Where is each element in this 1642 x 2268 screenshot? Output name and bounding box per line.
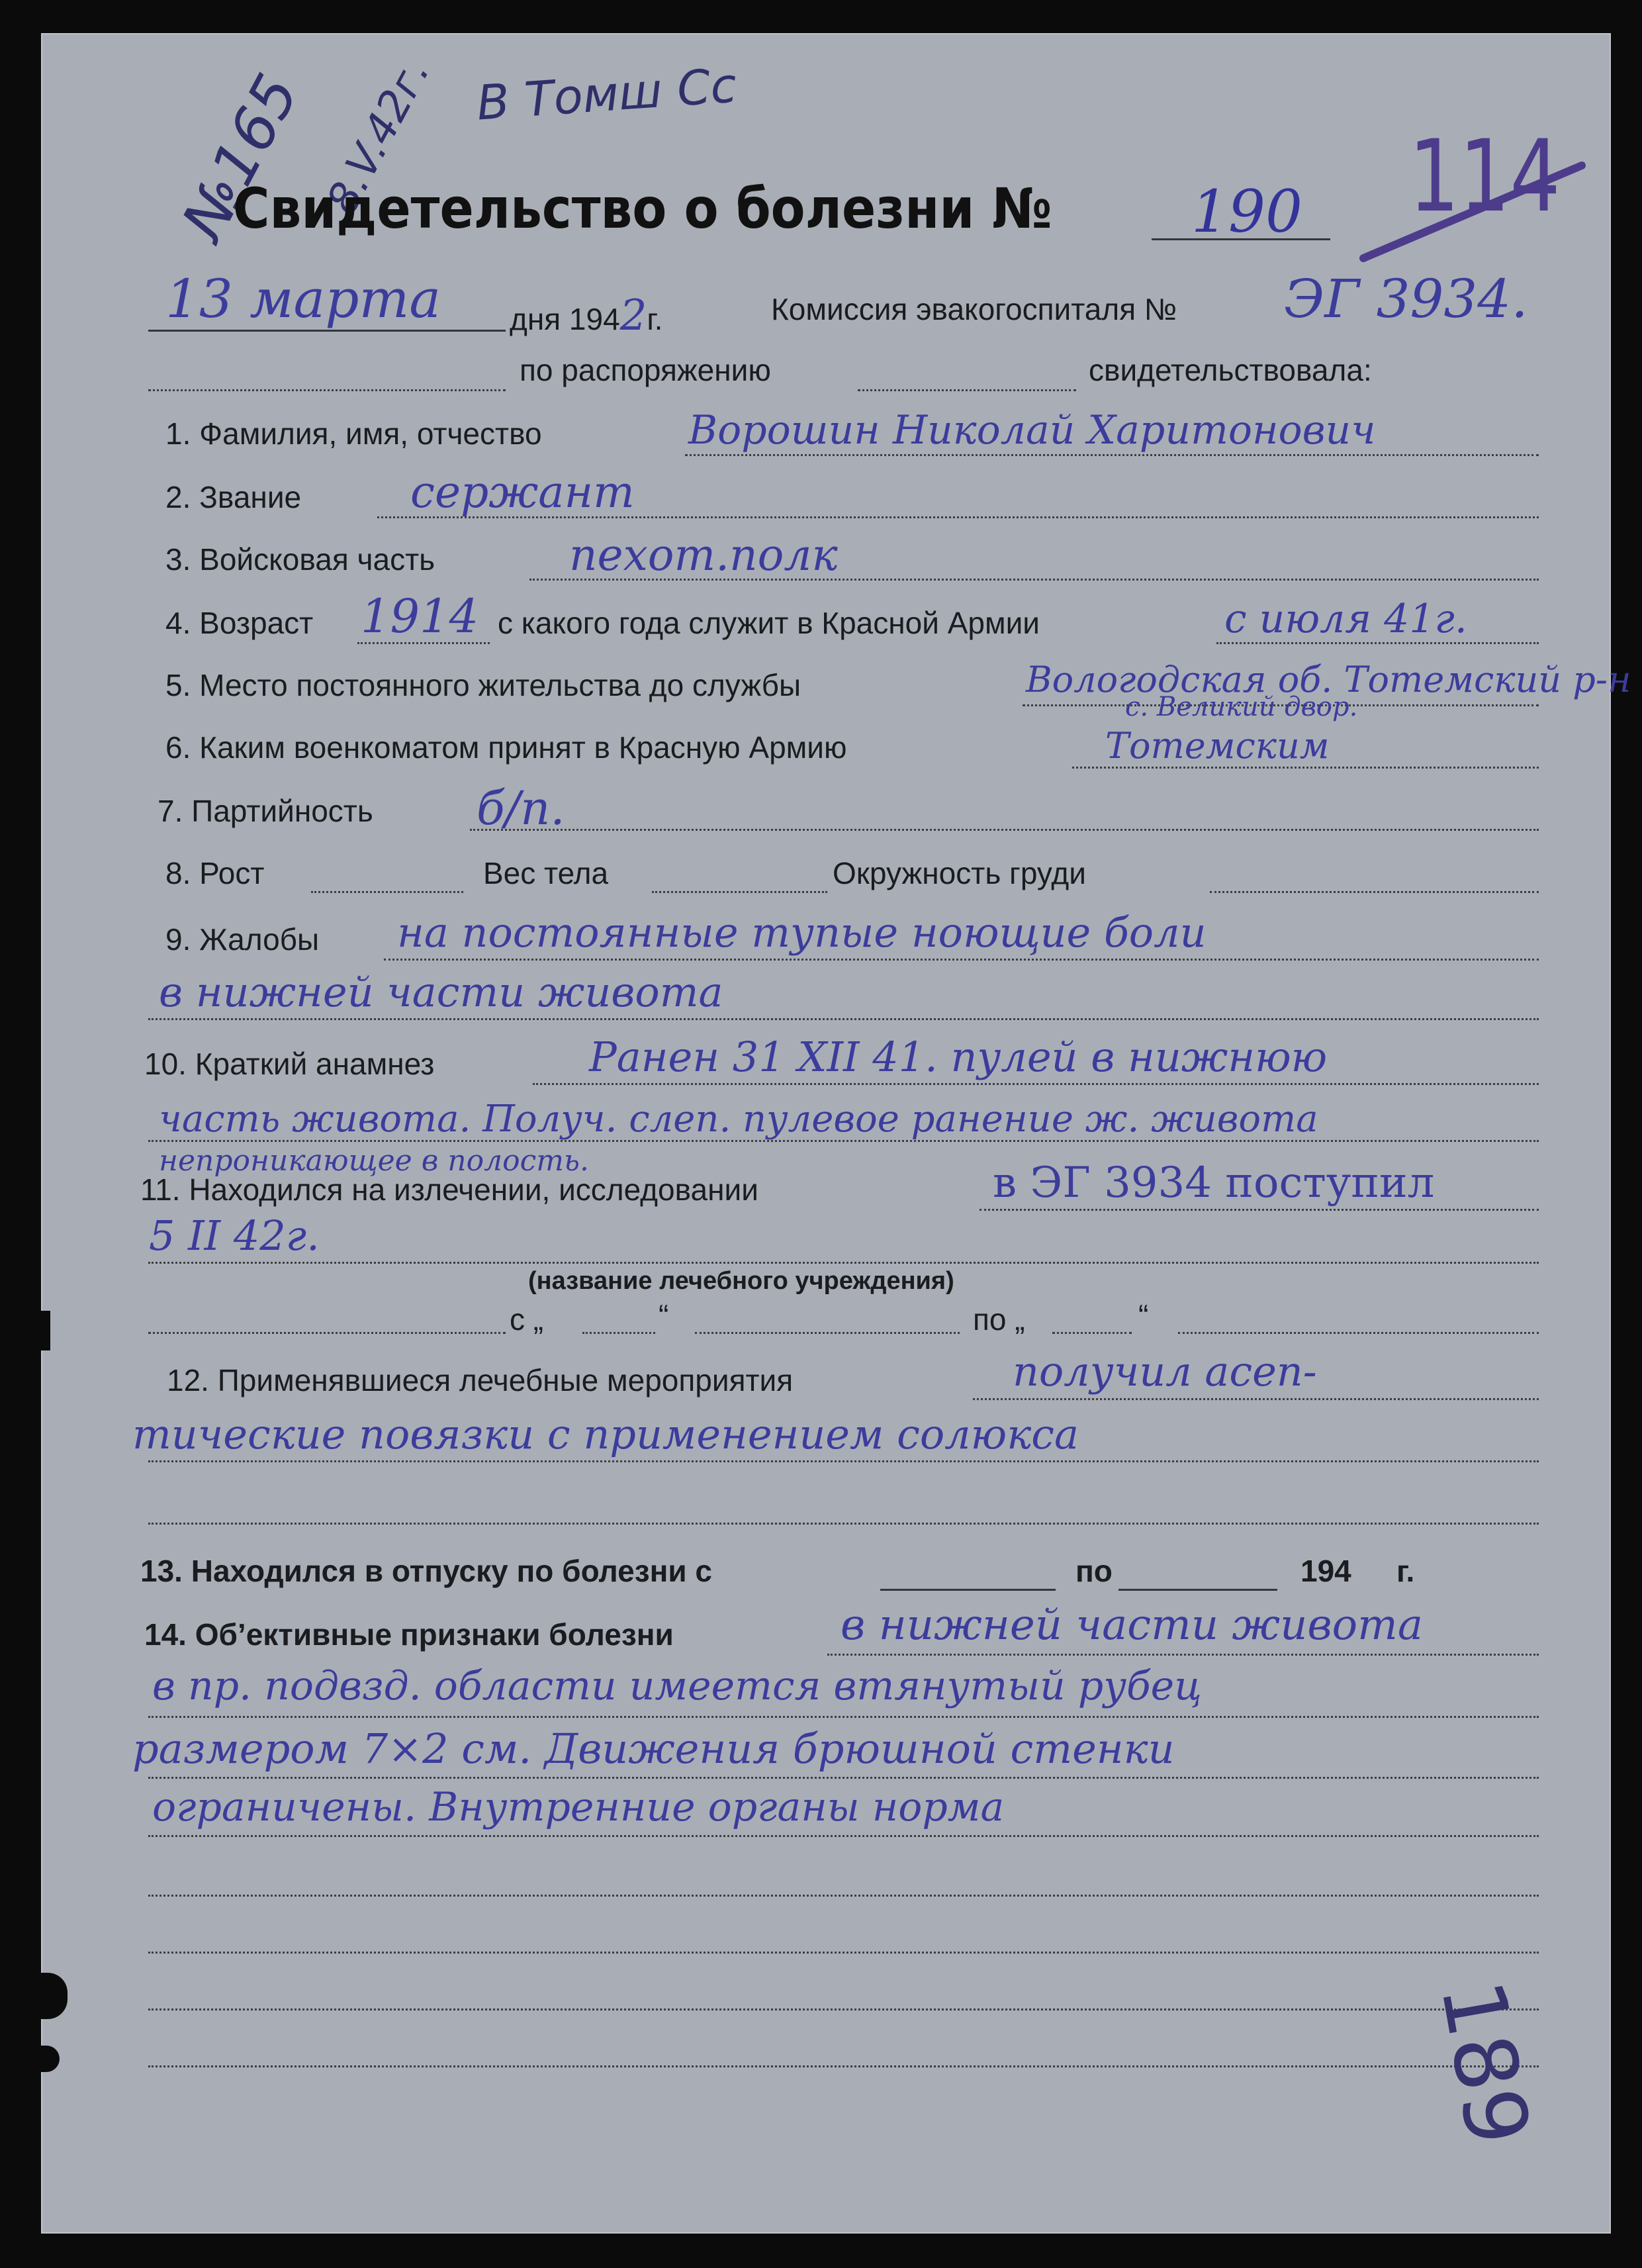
hospital-number: ЭГ 3934. [1284, 268, 1528, 330]
text-day: дня 194 [510, 302, 620, 336]
field-11-from-month-line [695, 1332, 960, 1334]
torn-edge [41, 1311, 50, 1350]
field-14-line-3 [148, 1777, 1539, 1779]
field-1-label: 1. Фамилия, имя, отчество [165, 416, 542, 451]
field-14-value-3: размером 7×2 см. Движения брюшной стенки [132, 1725, 1175, 1773]
field-3-label: 3. Войсковая часть [165, 542, 435, 577]
field-1-value: Ворошин Николай Харитонович [688, 407, 1376, 453]
field-3-value: пехот.полк [569, 530, 838, 581]
field-8-weight-line [652, 891, 827, 893]
field-4-label-2: с какого года служит в Красной Армии [498, 606, 1040, 640]
field-4-label: 4. Возраст [165, 606, 314, 640]
page-title [233, 176, 1052, 241]
date-handwritten: 13 марта [165, 268, 441, 330]
field-14-line-6 [148, 1952, 1539, 1954]
field-14-label: 14. Об’ективные признаки болезни [144, 1617, 674, 1652]
title-text: Свидетельство о болезни № [233, 176, 1052, 241]
field-7-label: 7. Партийность [158, 794, 373, 828]
field-13-from-line [880, 1589, 1056, 1591]
field-11-value-2: 5 II 42г. [149, 1211, 320, 1260]
field-9-value-2: в нижней части живота [159, 968, 723, 1016]
field-2-label: 2. Звание [165, 480, 302, 514]
field-10-line [533, 1083, 1539, 1085]
field-4-value-2: с июля 41г. [1224, 596, 1467, 642]
field-14-value-1: в нижней части живота [841, 1601, 1423, 1650]
field-8-label-weight: Вес тела [483, 856, 609, 890]
field-14-line-8 [148, 2065, 1539, 2067]
field-14-line-4 [148, 1835, 1539, 1837]
field-8-height-line [311, 891, 463, 893]
field-11-from: с „ [510, 1302, 544, 1337]
field-9-line-2 [148, 1018, 1539, 1020]
field-11-line-2 [148, 1262, 1539, 1264]
field-9-value-1: на постоянные тупые ноющие боли [397, 908, 1207, 957]
order-line-right [858, 389, 1076, 391]
field-11-quote-2: “ [1138, 1298, 1149, 1333]
field-10-value-1: Ранен 31 XII 41. пулей в нижнюю [589, 1033, 1328, 1081]
field-12-line [973, 1398, 1539, 1400]
side-number: 114 [1408, 119, 1561, 234]
field-11-label: 11. Находился на излечении, исследовании [140, 1172, 758, 1207]
field-12-value-2: тические повязки с применением солюкса [132, 1410, 1079, 1458]
field-12-line-3 [148, 1523, 1539, 1525]
field-8-chest-line [1210, 891, 1539, 893]
field-2-value: сержант [410, 467, 635, 518]
field-7-value: б/п. [477, 781, 565, 835]
field-14-line-7 [148, 2008, 1539, 2010]
field-9-line [384, 959, 1539, 961]
field-14-line-2 [148, 1716, 1539, 1718]
field-12-line-2 [148, 1460, 1539, 1462]
year-digit: 2 [619, 291, 647, 340]
field-11-to: по „ [973, 1302, 1025, 1337]
text-day-year [510, 291, 662, 340]
field-13-label: 13. Находился в отпуску по болезни с [140, 1554, 713, 1588]
field-4-value: 1914 [361, 589, 479, 643]
field-5-value: Вологодская об. Тотемский р-н [1026, 659, 1631, 700]
field-14-line [827, 1654, 1539, 1656]
field-11-from-day-line [582, 1332, 655, 1334]
field-11-to-month-line [1178, 1332, 1539, 1334]
field-11-value-1: в ЭГ 3934 поступил [993, 1158, 1435, 1207]
field-8-label-chest: Окружность груди [833, 856, 1086, 890]
certificate-number: 190 [1191, 177, 1302, 246]
field-4-line-2 [1216, 642, 1539, 644]
field-6-label: 6. Каким военкоматом принят в Красную Армию [165, 730, 847, 765]
field-11-caption: (название лечебного учреждения) [528, 1267, 954, 1295]
field-11-to-day-line [1052, 1332, 1132, 1334]
field-14-value-2: в пр. подвзд. области имеется втянутый рубец [152, 1663, 1202, 1709]
field-5-label: 5. Место постоянного жительства до службы [165, 668, 801, 702]
field-9-label: 9. Жалобы [165, 922, 320, 957]
text-certified: свидетельствовала: [1089, 353, 1372, 387]
field-11-quote: “ [659, 1298, 669, 1333]
field-11-line [980, 1209, 1539, 1211]
field-10-value-2: часть живота. Получ. слеп. пулевое ранение ж. живота [159, 1098, 1318, 1141]
field-6-line [1072, 767, 1539, 769]
field-10-value-3: непроникающее в полость. [159, 1144, 589, 1178]
field-12-label: 12. Применявшиеся лечебные мероприятия [167, 1363, 794, 1397]
strike-mark [1357, 152, 1595, 265]
field-6-value: Тотемским [1105, 725, 1330, 767]
field-13-g: г. [1396, 1554, 1415, 1588]
destination-note: В Томш Сс [475, 57, 739, 131]
field-11-line-3 [148, 1332, 506, 1334]
field-1-line [685, 454, 1539, 456]
registration-date: 8.V.42г. [318, 50, 440, 222]
field-12-value-1: получил асеп- [1013, 1347, 1317, 1395]
field-13-year: 194 [1300, 1554, 1351, 1588]
archive-page-number: 189 [1421, 1973, 1549, 2153]
text-year-g: г. [647, 302, 663, 336]
date-line [148, 330, 506, 332]
field-13-to-line [1118, 1589, 1277, 1591]
text-commission: Комиссия эвакогоспиталя № [771, 292, 1177, 326]
field-13-to: по [1075, 1554, 1113, 1588]
field-8-label-height: 8. Рост [165, 856, 265, 890]
registration-number: №165 [169, 63, 313, 252]
field-14-value-4: ограничены. Внутренние органы норма [152, 1784, 1005, 1830]
field-10-label: 10. Краткий анамнез [144, 1047, 435, 1081]
text-order: по распоряжению [520, 353, 771, 387]
field-6-value-top: с. Великий двор. [1125, 692, 1358, 722]
field-7-line [470, 829, 1539, 831]
field-14-line-5 [148, 1895, 1539, 1897]
order-line-left [148, 389, 506, 391]
